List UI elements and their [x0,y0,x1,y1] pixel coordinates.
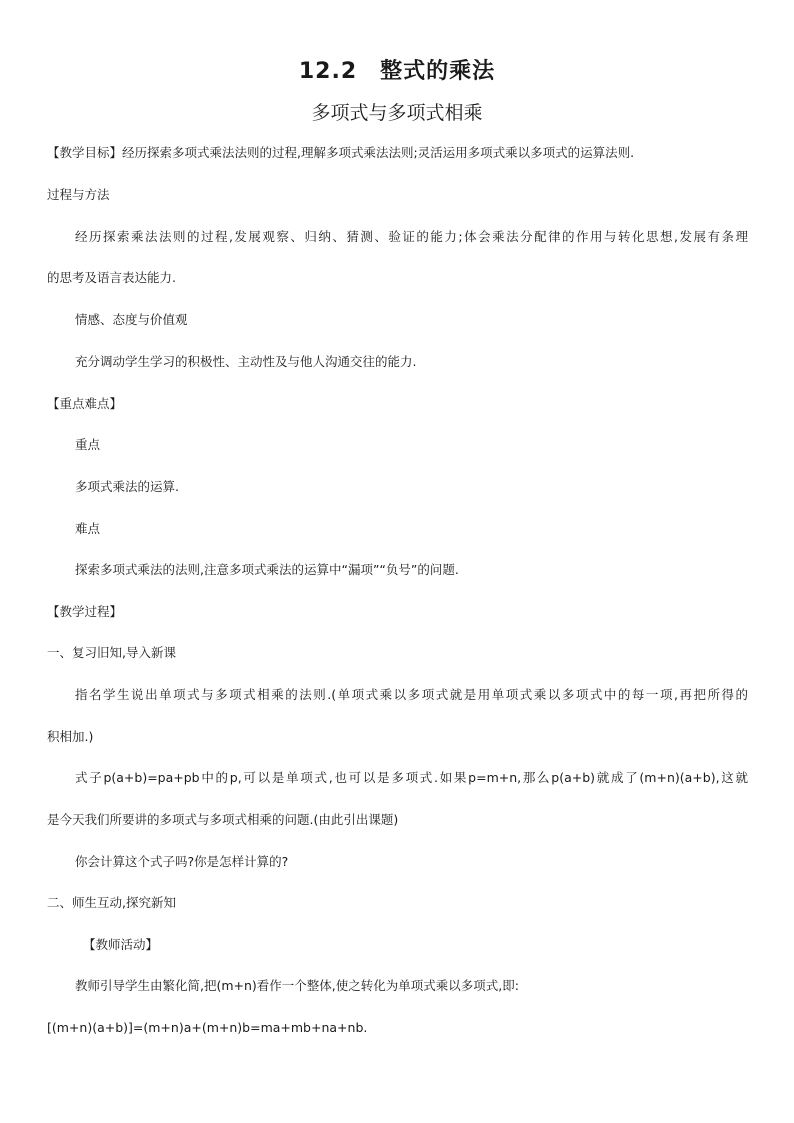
review-text-2: 积相加.) [47,729,94,744]
section-two-heading: 二、师生互动,探究新知 [47,895,176,910]
difficult-point-text: 探索多项式乘法的法则,注意多项式乘法的运算中“漏项”“负号”的问题. [75,562,459,577]
expression-text-2: 是今天我们所要讲的多项式与多项式相乘的问题.(由此引出课题) [47,812,399,827]
process-and-method-text-1: 经历探索乘法法则的过程,发展观察、归纳、猜测、验证的能力;体会乘法分配律的作用与转化思想,发展有条理 [75,229,748,244]
formula-line: [(m+n)(a+b)]=(m+n)a+(m+n)b=ma+mb+na+nb. [47,1020,368,1035]
review-text-1: 指名学生说出单项式与多项式相乘的法则.(单项式乘以多项式就是用单项式乘以多项式中的每一项,再把所得的 [75,687,748,702]
teaching-objectives: 【教学目标】经历探索多项式乘法法则的过程,理解多项式乘法法则;灵活运用多项式乘以多项式的运算法则. [47,145,635,160]
page-subtitle: 多项式与多项式相乘 [311,102,483,124]
section-one-heading: 一、复习旧知,导入新课 [47,645,176,660]
question-text: 你会计算这个式子吗?你是怎样计算的? [75,854,289,869]
attitude-values-text: 充分调动学生学习的积极性、主动性及与他人沟通交往的能力. [75,354,417,369]
key-difficult-points-heading: 【重点难点】 [47,396,123,411]
process-and-method-text-2: 的思考及语言表达能力. [47,270,176,285]
teacher-activity-heading: 【教师活动】 [83,937,159,952]
expression-text-1: 式子p(a+b)=pa+pb中的p,可以是单项式,也可以是多项式.如果p=m+n,那么p(a+b)就成了(m+n)(a+b),这就 [75,770,748,785]
teaching-process-heading: 【教学过程】 [47,604,123,619]
key-point-heading: 重点 [75,437,101,452]
teacher-guidance-text: 教师引导学生由繁化简,把(m+n)看作一个整体,使之转化为单项式乘以多项式,即: [75,978,519,993]
attitude-values-heading: 情感、态度与价值观 [75,312,188,327]
difficult-point-heading: 难点 [75,521,101,536]
page-title: 12.2 整式的乘法 [298,59,496,84]
process-and-method-heading: 过程与方法 [47,187,110,202]
key-point-text: 多项式乘法的运算. [75,479,179,494]
